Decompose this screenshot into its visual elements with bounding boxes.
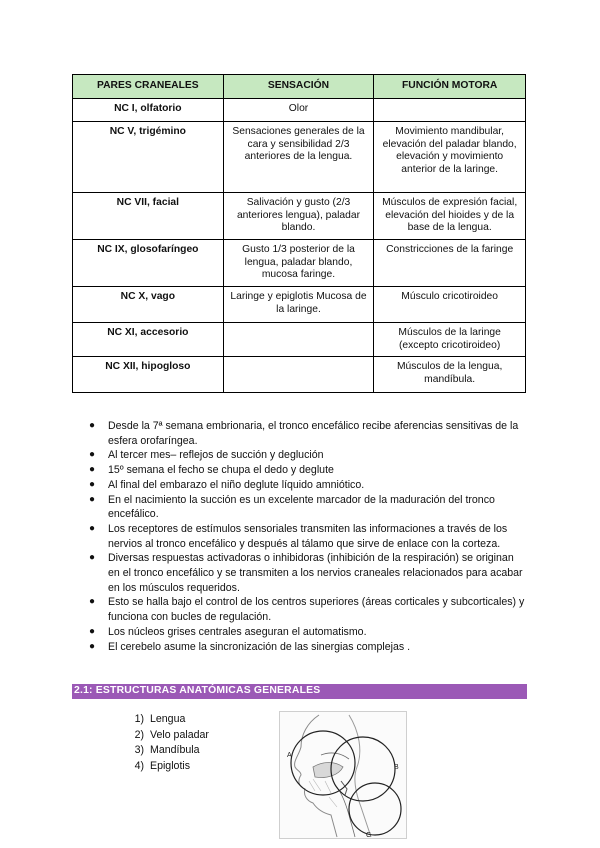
table-row xyxy=(73,240,526,287)
nerve-motor: Constricciones de la faringe xyxy=(374,240,526,287)
anatomy-figure xyxy=(279,711,407,839)
nerve-sensation: Salivación y gusto (2/3 anteriores lengua), paladar blando. xyxy=(223,193,374,240)
nerve-motor: Movimiento mandibular, elevación del paladar blando, elevación y movimiento anterior de la laringe. xyxy=(374,122,526,193)
item-label: Mandíbula xyxy=(150,744,200,756)
bullet-icon: ● xyxy=(89,640,96,652)
bullet-icon: ● xyxy=(89,478,96,490)
list-item-text: Diversas respuestas activadoras o inhibidoras (inhibición de la respiración) se originan en el tronco encefálico y se transmiten a los nervios craneales relacionados para acabar en los músculos requeridos. xyxy=(108,552,523,594)
table-row xyxy=(73,193,526,240)
list-item xyxy=(72,551,528,595)
nerve-sensation xyxy=(223,323,374,357)
list-item xyxy=(72,625,528,640)
nerve-sensation: Sensaciones generales de la cara y sensibilidad 2/3 anteriores de la lengua. xyxy=(223,122,374,193)
nerve-name: NC XI, accesorio xyxy=(73,323,224,357)
list-item-text: Desde la 7ª semana embrionaria, el tronco encefálico recibe aferencias sensitivas de la esfera orofaríngea. xyxy=(108,420,519,447)
list-item xyxy=(120,743,209,759)
header-sensacion: SENSACIÓN xyxy=(223,75,374,99)
bullet-icon: ● xyxy=(89,552,96,564)
table-row xyxy=(73,357,526,393)
list-item-text: Los núcleos grises centrales aseguran el automatismo. xyxy=(108,625,367,638)
label-a: A xyxy=(287,752,292,759)
item-label: Lengua xyxy=(150,713,186,725)
table-header-row xyxy=(73,75,526,99)
bullet-icon: ● xyxy=(89,596,96,608)
list-item-text: Al final del embarazo el niño deglute líquido amniótico. xyxy=(108,478,365,491)
list-item xyxy=(120,728,209,744)
nerve-name: NC I, olfatorio xyxy=(73,99,224,122)
list-item xyxy=(72,595,528,624)
nerve-sensation: Laringe y epiglotis Mucosa de la laringe. xyxy=(223,287,374,323)
bullet-icon: ● xyxy=(89,493,96,505)
table-row xyxy=(73,99,526,122)
bullet-icon: ● xyxy=(89,449,96,461)
list-item xyxy=(72,448,528,463)
nerve-motor: Músculos de la lengua, mandíbula. xyxy=(374,357,526,393)
nerve-sensation xyxy=(223,357,374,393)
list-item xyxy=(72,522,528,551)
bullet-icon: ● xyxy=(89,464,96,476)
list-item xyxy=(72,640,528,655)
nerve-motor xyxy=(374,99,526,122)
nerve-name: NC IX, glosofaríngeo xyxy=(73,240,224,287)
header-funcion-motora: FUNCIÓN MOTORA xyxy=(374,75,526,99)
list-item-text: 15º semana el fecho se chupa el dedo y deglute xyxy=(108,464,334,477)
nerve-motor: Músculos de expresión facial, elevación del hioides y de la base de la lengua. xyxy=(374,193,526,240)
list-item xyxy=(120,759,209,775)
nerve-name: NC XII, hipogloso xyxy=(73,357,224,393)
structures-list xyxy=(120,712,209,774)
table-row xyxy=(73,122,526,193)
item-number: 2) xyxy=(134,728,144,741)
nerve-sensation: Gusto 1/3 posterior de la lengua, paladar blando, mucosa faringe. xyxy=(223,240,374,287)
bullet-icon: ● xyxy=(89,625,96,637)
nerve-motor: Músculos de la laringe (excepto cricotiroideo) xyxy=(374,323,526,357)
nerve-motor: Músculo cricotiroideo xyxy=(374,287,526,323)
list-item-text: En el nacimiento la succión es un excelente marcador de la maduración del tronco encefálico. xyxy=(108,493,495,521)
item-number: 4) xyxy=(134,759,144,772)
item-label: Epiglotis xyxy=(150,759,191,772)
table-row xyxy=(73,287,526,323)
list-item xyxy=(72,493,528,522)
table-row xyxy=(73,323,526,357)
nerve-name: NC X, vago xyxy=(73,287,224,323)
facts-list xyxy=(72,419,528,654)
header-pares-craneales: PARES CRANEALES xyxy=(73,75,224,99)
list-item-text: El cerebelo asume la sincronización de las sinergias complejas . xyxy=(108,640,411,653)
item-label: Velo paladar xyxy=(150,728,209,741)
list-item xyxy=(72,419,528,448)
list-item xyxy=(72,478,528,493)
label-b: B xyxy=(394,764,399,771)
item-number: 1) xyxy=(134,713,144,725)
list-item xyxy=(120,712,209,728)
section-title: 2.1: ESTRUCTURAS ANATÓMICAS GENERALES xyxy=(74,685,321,696)
nerve-name: NC VII, facial xyxy=(73,193,224,240)
bullet-icon: ● xyxy=(89,522,96,534)
item-number: 3) xyxy=(134,744,144,756)
list-item-text: Esto se halla bajo el control de los centros superiores (áreas corticales y subcorticales) y funciona con bucles de regulación. xyxy=(108,596,525,624)
list-item xyxy=(72,463,528,478)
list-item-text: Los receptores de estímulos sensoriales transmiten las informaciones a través de los nervios al tronco encefálico y después al tálamo que sirve de enlace con la corteza. xyxy=(108,522,508,550)
figure-frame xyxy=(280,712,407,839)
list-item-text: Al tercer mes– reflejos de succión y deglución xyxy=(108,449,324,462)
bullet-icon: ● xyxy=(89,420,96,431)
nerve-name: NC V, trigémino xyxy=(73,122,224,193)
nerve-sensation: Olor xyxy=(223,99,374,122)
section-heading-bar xyxy=(72,684,527,699)
label-c: C xyxy=(366,832,372,839)
cranial-nerves-table xyxy=(72,74,526,393)
